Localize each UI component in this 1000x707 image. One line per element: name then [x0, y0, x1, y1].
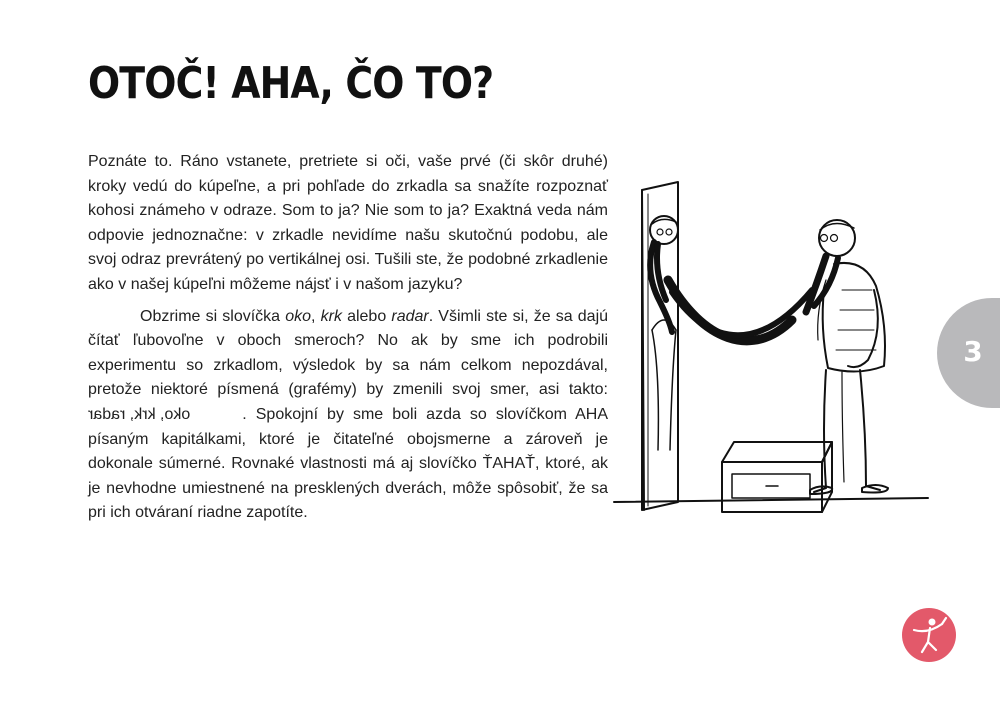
word-krk: krk — [320, 307, 342, 325]
paragraph-2 — [88, 305, 608, 526]
paragraph-1: Poznáte to. Ráno vstanete, pretriete si oči, vaše prvé (či skôr druhé) kroky vedú do kúpeľne, a pri pohľade do zrkadla sa snažíte rozpoznať kohosi známeho v odraze. Som to ja? Nie som to ja? Exaktná veda nám odpovie jednoznačne: v zrkadle nevidíme našu skutočnú podobu, ale svoj odraz prevrátený po vertikálnej osi. Tušili ste, že podobné zrkadlenie ako v našej kúpeľni môžeme nájsť i v našom jazyku? — [88, 153, 608, 293]
p2-text-5: . Spokojní by sme boli azda so slovíčkom AHA písaným kapitálkami, ktoré je čitateľné obojsmerne a zároveň je dokonale súmerné. Rovnaké vlastnosti má aj slovíčko ŤAHAŤ, ktoré, ak je nevhodne umiestnené na presklených dverách, môže spôsobiť, že sa pri ich otváraní riadne zapotíte. — [88, 405, 608, 522]
page-title: OTOČ! AHA, ČO TO? — [88, 58, 494, 109]
figure-in-circle-logo — [902, 608, 956, 662]
word-radar: radar — [391, 307, 429, 325]
body-text — [88, 150, 608, 526]
p2-text-3: alebo — [341, 307, 392, 325]
mirrored-words: oko, krk, radar — [88, 405, 191, 423]
p2-text-4: . Všimli ste si, že sa dajú čítať ľubovoľne v oboch smeroch? No ak by sme ich podrobili experimentu so zrkadlom, výsledok by sa nám celkom nepozdával, pretože niektoré písmená (grafémy) by zmenili svoj smer, asi takto: — [88, 307, 609, 399]
p2-text-1: Obzrime si slovíčka — [140, 307, 286, 325]
word-oko: oko — [285, 307, 312, 325]
man-mirror-beard-illustration — [612, 180, 930, 520]
page-number: 3 — [963, 335, 983, 368]
p2-text-2: , — [311, 307, 321, 325]
